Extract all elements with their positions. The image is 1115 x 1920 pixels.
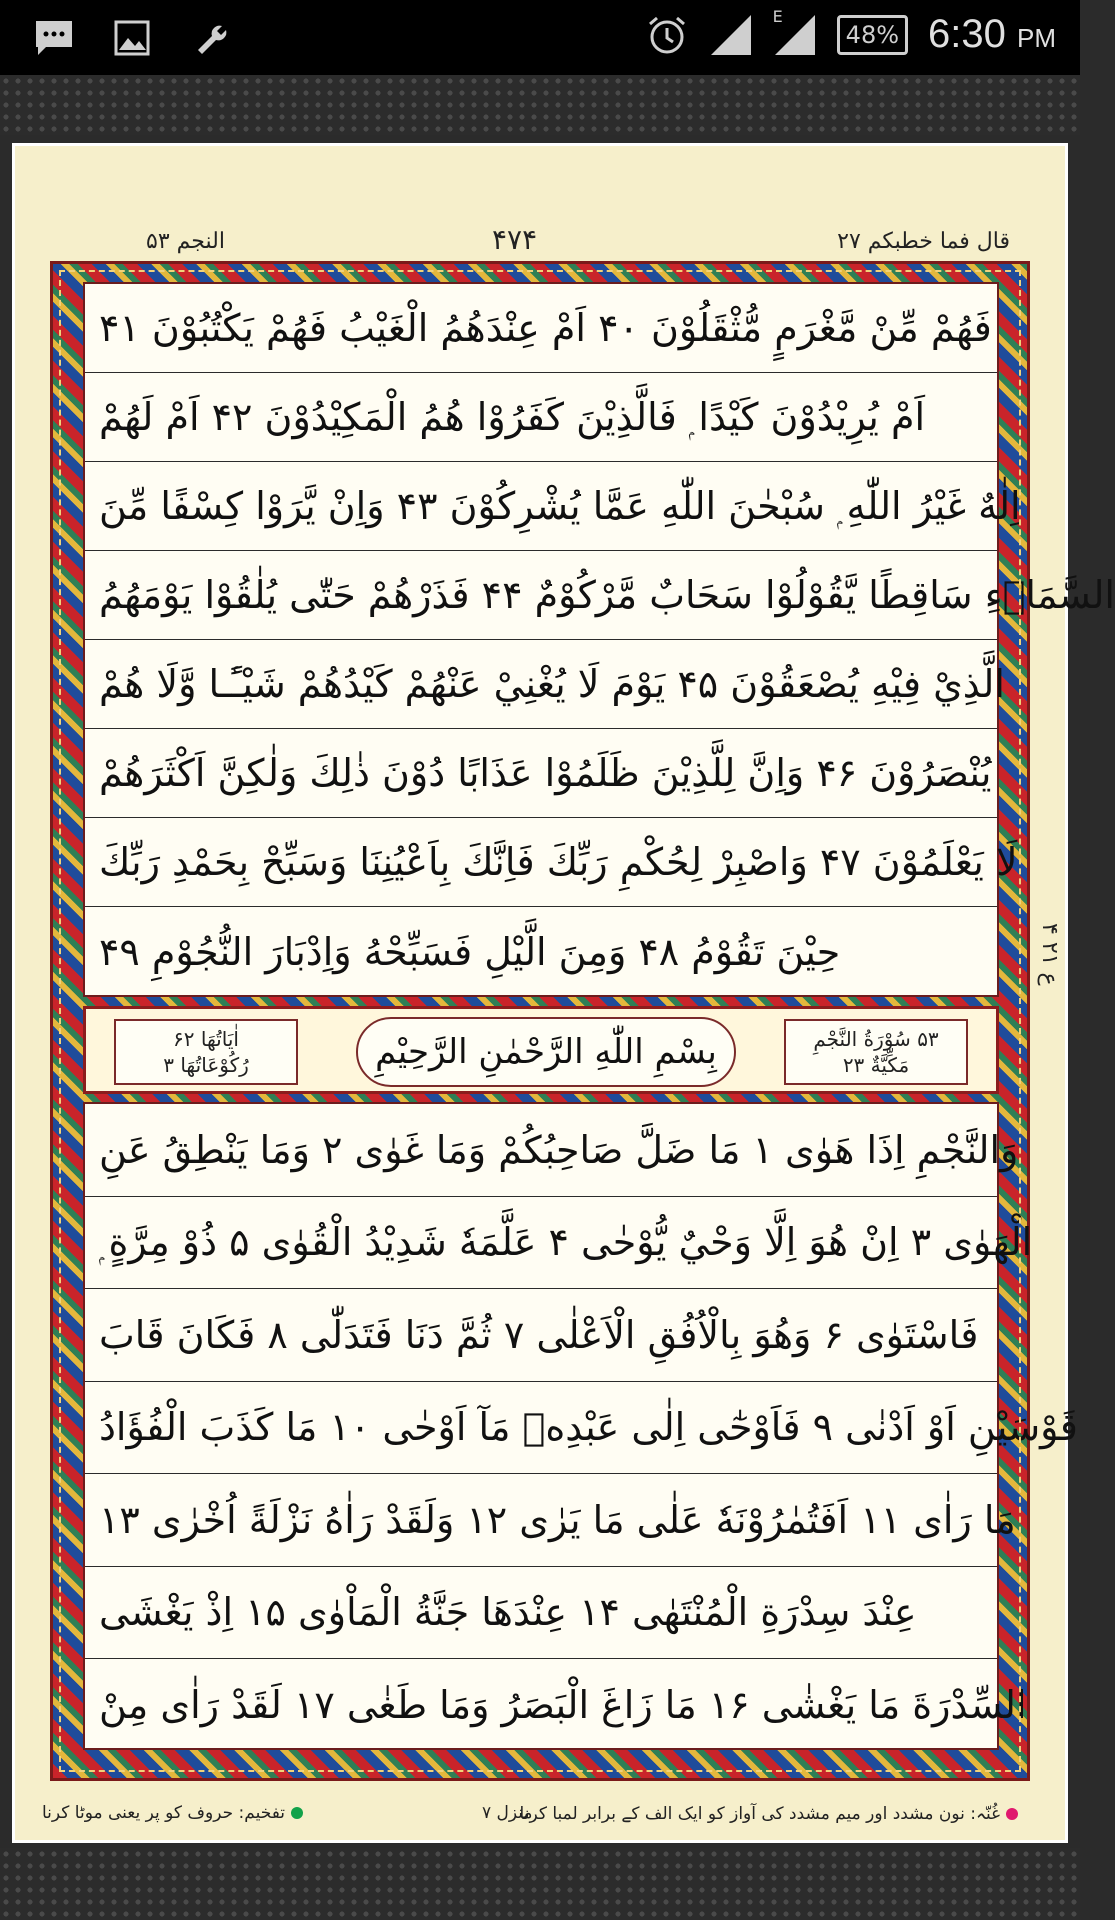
verse-line: اِلٰهٌ غَيْرُ اللّٰهِ ۭ سُبْحٰنَ اللّٰهِ عَمَّا يُشْرِكُوْنَ ۴۳ وَاِنْ يَّرَوْا كِسْفًا مِّنَ <box>85 462 997 551</box>
page-number: ۴۷۴ <box>492 223 538 256</box>
image-icon <box>110 16 154 60</box>
status-right-icons <box>645 6 1056 57</box>
tool-icon <box>188 16 232 60</box>
status-bar <box>0 0 1080 75</box>
message-icon <box>32 16 76 60</box>
verse-line: عِنْدَ سِدْرَةِ الْمُنْتَهٰى ۱۴ عِنْدَهَا جَنَّةُ الْمَاْوٰى ۱۵ اِذْ يَغْشَى <box>85 1567 997 1660</box>
verse-line: السَّمَاۗءِ سَاقِطًا يَّقُوْلُوْا سَحَابٌ مَّرْكُوْمٌ ۴۴ فَذَرْهُمْ حَتّٰى يُلٰقُوْا يَوْمَهُمُ <box>85 551 997 640</box>
verse-line: السِّدْرَةَ مَا يَغْشٰى ۱۶ مَا زَاغَ الْبَصَرُ وَمَا طَغٰى ۱۷ لَقَدْ رَاٰى مِنْ <box>99 1683 1027 1728</box>
surah-info-box <box>784 1019 968 1085</box>
verse-line: الَّذِيْ فِيْهِ يُصْعَقُوْنَ ۴۵ يَوْمَ لَا يُغْنِيْ عَنْهُمْ كَيْدُهُمْ شَيْـًٔـا وَّلَا هُمْ <box>85 640 997 729</box>
ghunna-note-text: غُنّہ: نون مشدد اور میم مشدد کی آواز کو ایک الف کے برابر لمبا کرنا <box>519 1804 1000 1824</box>
ghunna-note <box>520 1803 1018 1824</box>
manzil-label: منزل ۷ <box>482 1803 533 1823</box>
verse-line: فَاسْتَوٰى ۶ وَهُوَ بِالْاُفُقِ الْاَعْلٰى ۷ ثُمَّ دَنَا فَتَدَلّٰى ۸ فَكَانَ قَابَ <box>85 1289 997 1382</box>
surah-title: ۵۳ سُوْرَةُ النَّجْمِ <box>813 1027 939 1051</box>
bismillah: بِسْمِ اللّٰهِ الرَّحْمٰنِ الرَّحِيْمِ <box>356 1017 736 1087</box>
alarm-icon <box>645 13 689 57</box>
data-signal-icon <box>772 6 817 57</box>
battery-indicator: 48% <box>837 15 908 55</box>
ayah-count-box <box>114 1019 298 1085</box>
bottom-pattern-band <box>0 1848 1080 1920</box>
status-left-icons <box>32 16 232 60</box>
clock <box>928 12 1056 57</box>
verse-line: حِيْنَ تَقُوْمُ ۴۸ وَمِنَ الَّيْلِ فَسَبِّحْهُ وَاِدْبَارَ النُّجُوْمِ ۴۹ <box>99 929 841 974</box>
tafkheem-note <box>42 1803 303 1823</box>
verse-line: يُنْصَرُوْنَ ۴۶ وَاِنَّ لِلَّذِيْنَ ظَلَمُوْا عَذَابًا دُوْنَ ذٰلِكَ وَلٰكِنَّ اَكْثَرَهُمْ <box>85 729 997 818</box>
verse-line: لَا يَعْلَمُوْنَ ۴۷ وَاصْبِرْ لِحُكْمِ رَبِّكَ فَاِنَّكَ بِاَعْيُنِنَا وَسَبِّحْ بِحَمْدِ رَبِّكَ <box>85 818 997 907</box>
verses-block-bottom <box>83 1102 1078 1750</box>
ayah-count: اٰيَاتُهَا ۶۲ <box>173 1027 239 1051</box>
verse-line: فَهُمْ مِّنْ مَّغْرَمٍ مُّثْقَلُوْنَ ۴۰ اَمْ عِنْدَهُمُ الْغَيْبُ فَهُمْ يَكْتُبُوْنَ ۴۱ <box>85 284 997 373</box>
surah-revelation: مَكِّيَّةٌ ۲۳ <box>842 1053 910 1077</box>
juz-name-header: قال فما خطبكم ۲۷ <box>837 229 1010 254</box>
verse-line: اَمْ يُرِيْدُوْنَ كَيْدًا ۭ فَالَّذِيْنَ كَفَرُوْا هُمُ الْمَكِيْدُوْنَ ۴۲ اَمْ لَهُمْ <box>85 373 997 462</box>
ruku-marker: ع ۲۱ ۴ <box>1037 923 1062 986</box>
network-type-label: E <box>772 6 783 26</box>
verse-line: الْهَوٰى ۳ اِنْ هُوَ اِلَّا وَحْيٌ يُّوْحٰى ۴ عَلَّمَهٗ شَدِيْدُ الْقُوٰى ۵ ذُوْ مِرَّةٍ ۭ <box>85 1197 997 1290</box>
top-pattern-band <box>0 75 1080 135</box>
surah-header-banner <box>83 1006 999 1094</box>
verse-line: قَوْسَيْنِ اَوْ اَدْنٰى ۹ فَاَوْحٰٓى اِلٰى عَبْدِهٖ مَآ اَوْحٰى ۱۰ مَا كَذَبَ الْفُؤَادُ <box>85 1382 997 1475</box>
verse-line: وَالنَّجْمِ اِذَا هَوٰى ۱ مَا ضَلَّ صَاحِبُكُمْ وَمَا غَوٰى ۲ وَمَا يَنْطِقُ عَنِ <box>85 1104 997 1197</box>
quran-page[interactable] <box>12 143 1115 1843</box>
surah-name-header: النجم ۵۳ <box>146 229 225 254</box>
tafkheem-note-text: تفخیم: حروف کو پر یعنی موٹا کرنا <box>42 1803 286 1823</box>
clock-time: 6:30 <box>928 12 1006 56</box>
signal-icon <box>709 13 753 57</box>
verse-line: مَا رَاٰى ۱۱ اَفَتُمٰرُوْنَهٗ عَلٰى مَا يَرٰى ۱۲ وَلَقَدْ رَاٰهُ نَزْلَةً اُخْرٰى ۱۳ <box>85 1474 997 1567</box>
pink-dot-icon <box>1006 1808 1018 1820</box>
green-dot-icon <box>291 1807 303 1819</box>
ruku-count: رُكُوْعَاتُهَا ۳ <box>163 1053 249 1077</box>
page-footer <box>12 1793 1068 1833</box>
clock-ampm: PM <box>1017 23 1056 53</box>
